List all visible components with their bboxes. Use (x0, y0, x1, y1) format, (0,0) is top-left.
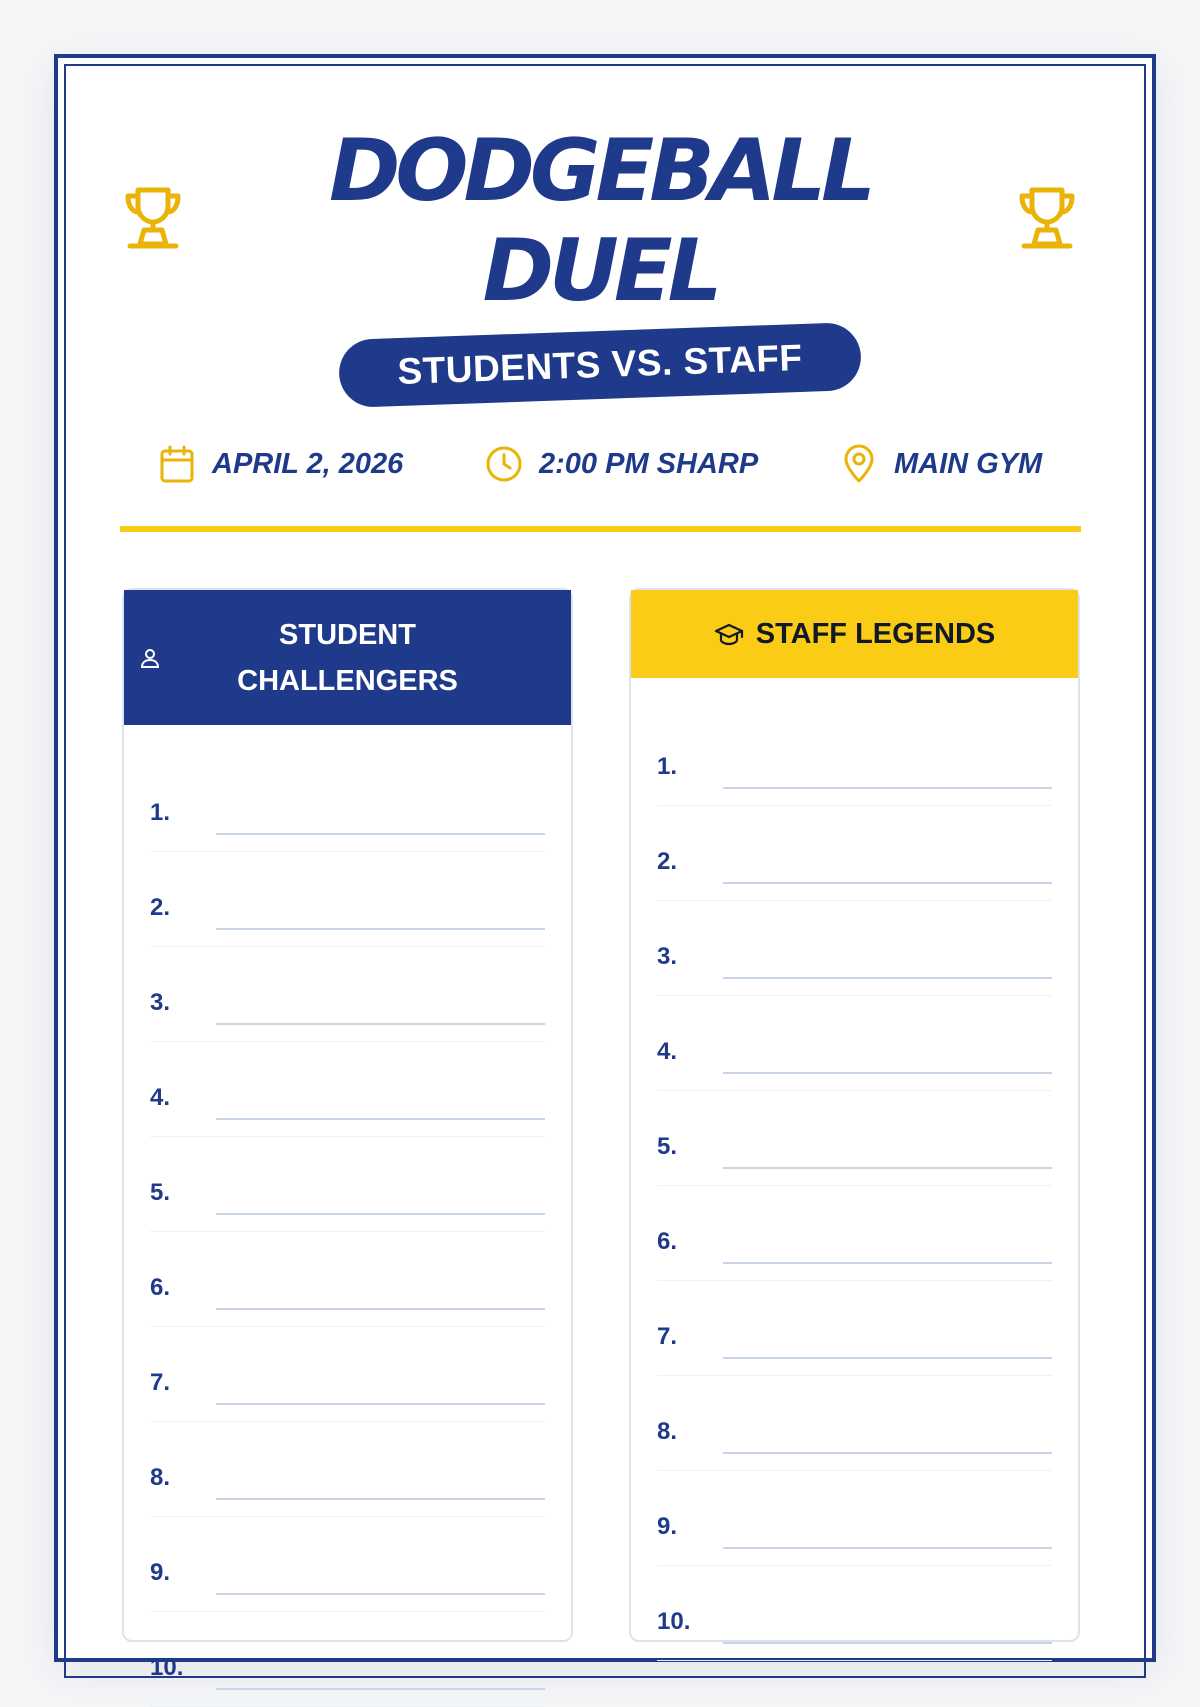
slot-number: 10. (657, 1608, 691, 1635)
name-line[interactable] (723, 1547, 1052, 1549)
roster-row (150, 1327, 545, 1422)
roster-row (150, 1137, 545, 1232)
slot-number: 7. (657, 1323, 678, 1350)
student-team-label: STUDENT CHALLENGERS (237, 618, 458, 697)
name-line[interactable] (723, 1072, 1052, 1074)
name-line[interactable] (723, 787, 1052, 789)
slot-number: 9. (150, 1559, 171, 1586)
roster-row (657, 711, 1052, 806)
name-line[interactable] (216, 928, 545, 930)
event-title-line-2: DUEL (482, 221, 718, 321)
name-line[interactable] (723, 1452, 1052, 1454)
name-line[interactable] (216, 1403, 545, 1405)
slot-number: 1. (150, 799, 171, 826)
name-line[interactable] (216, 1023, 545, 1025)
name-line[interactable] (216, 1593, 545, 1595)
matchup-badge: STUDENTS VS. STAFF (338, 322, 862, 408)
slot-number: 3. (150, 989, 171, 1016)
time-text: 2:00 PM SHARP (539, 447, 759, 480)
roster-row (657, 1186, 1052, 1281)
staff-roster-card (629, 588, 1080, 1642)
name-line[interactable] (216, 1498, 545, 1500)
name-line[interactable] (216, 833, 545, 835)
slot-number: 10. (150, 1654, 184, 1681)
map-pin-icon (840, 444, 878, 484)
slot-number: 3. (657, 943, 678, 970)
roster-row (657, 996, 1052, 1091)
name-line[interactable] (723, 977, 1052, 979)
roster-row (150, 852, 545, 947)
slot-number: 1. (657, 753, 678, 780)
slot-number: 5. (657, 1133, 678, 1160)
slot-number: 6. (150, 1274, 171, 1301)
roster-row (150, 1612, 545, 1707)
section-divider (120, 526, 1081, 532)
name-line[interactable] (723, 1167, 1052, 1169)
roster-row (150, 1042, 545, 1137)
slot-number: 8. (657, 1418, 678, 1445)
roster-row (657, 806, 1052, 901)
calendar-icon (158, 444, 196, 484)
event-time (485, 442, 758, 486)
name-line[interactable] (216, 1213, 545, 1215)
roster-row (150, 757, 545, 852)
student-card-header (124, 590, 571, 725)
name-line[interactable] (723, 1357, 1052, 1359)
roster-row (657, 1566, 1052, 1661)
slot-number: 6. (657, 1228, 678, 1255)
roster-row (150, 1422, 545, 1517)
name-line[interactable] (723, 1642, 1052, 1644)
roster-row (657, 1471, 1052, 1566)
slot-number: 4. (657, 1038, 678, 1065)
clock-icon (485, 444, 523, 484)
name-line[interactable] (723, 882, 1052, 884)
event-date (158, 442, 403, 486)
roster-row (657, 901, 1052, 996)
name-line[interactable] (216, 1118, 545, 1120)
user-icon (138, 646, 162, 670)
event-location (840, 442, 1042, 486)
roster-row (150, 947, 545, 1042)
name-line[interactable] (216, 1688, 545, 1690)
roster-row (657, 1376, 1052, 1471)
graduation-cap-icon (714, 622, 744, 646)
event-title-line-1: DODGEBALL (329, 121, 871, 221)
staff-card-header (631, 590, 1078, 678)
slot-number: 5. (150, 1179, 171, 1206)
roster-row (150, 1232, 545, 1327)
student-roster (124, 725, 571, 1707)
slot-number: 9. (657, 1513, 678, 1540)
staff-team-label: STAFF LEGENDS (755, 618, 996, 650)
student-roster-card (122, 588, 573, 1681)
slot-number: 2. (150, 894, 171, 921)
name-line[interactable] (216, 1308, 545, 1310)
roster-row (657, 1091, 1052, 1186)
slot-number: 2. (657, 848, 678, 875)
staff-roster (631, 678, 1078, 1661)
roster-row (657, 1281, 1052, 1376)
location-text: MAIN GYM (894, 447, 1043, 480)
slot-number: 7. (150, 1369, 171, 1396)
name-line[interactable] (723, 1262, 1052, 1264)
slot-number: 8. (150, 1464, 171, 1491)
slot-number: 4. (150, 1084, 171, 1111)
date-text: APRIL 2, 2026 (212, 447, 404, 480)
roster-row (150, 1517, 545, 1612)
